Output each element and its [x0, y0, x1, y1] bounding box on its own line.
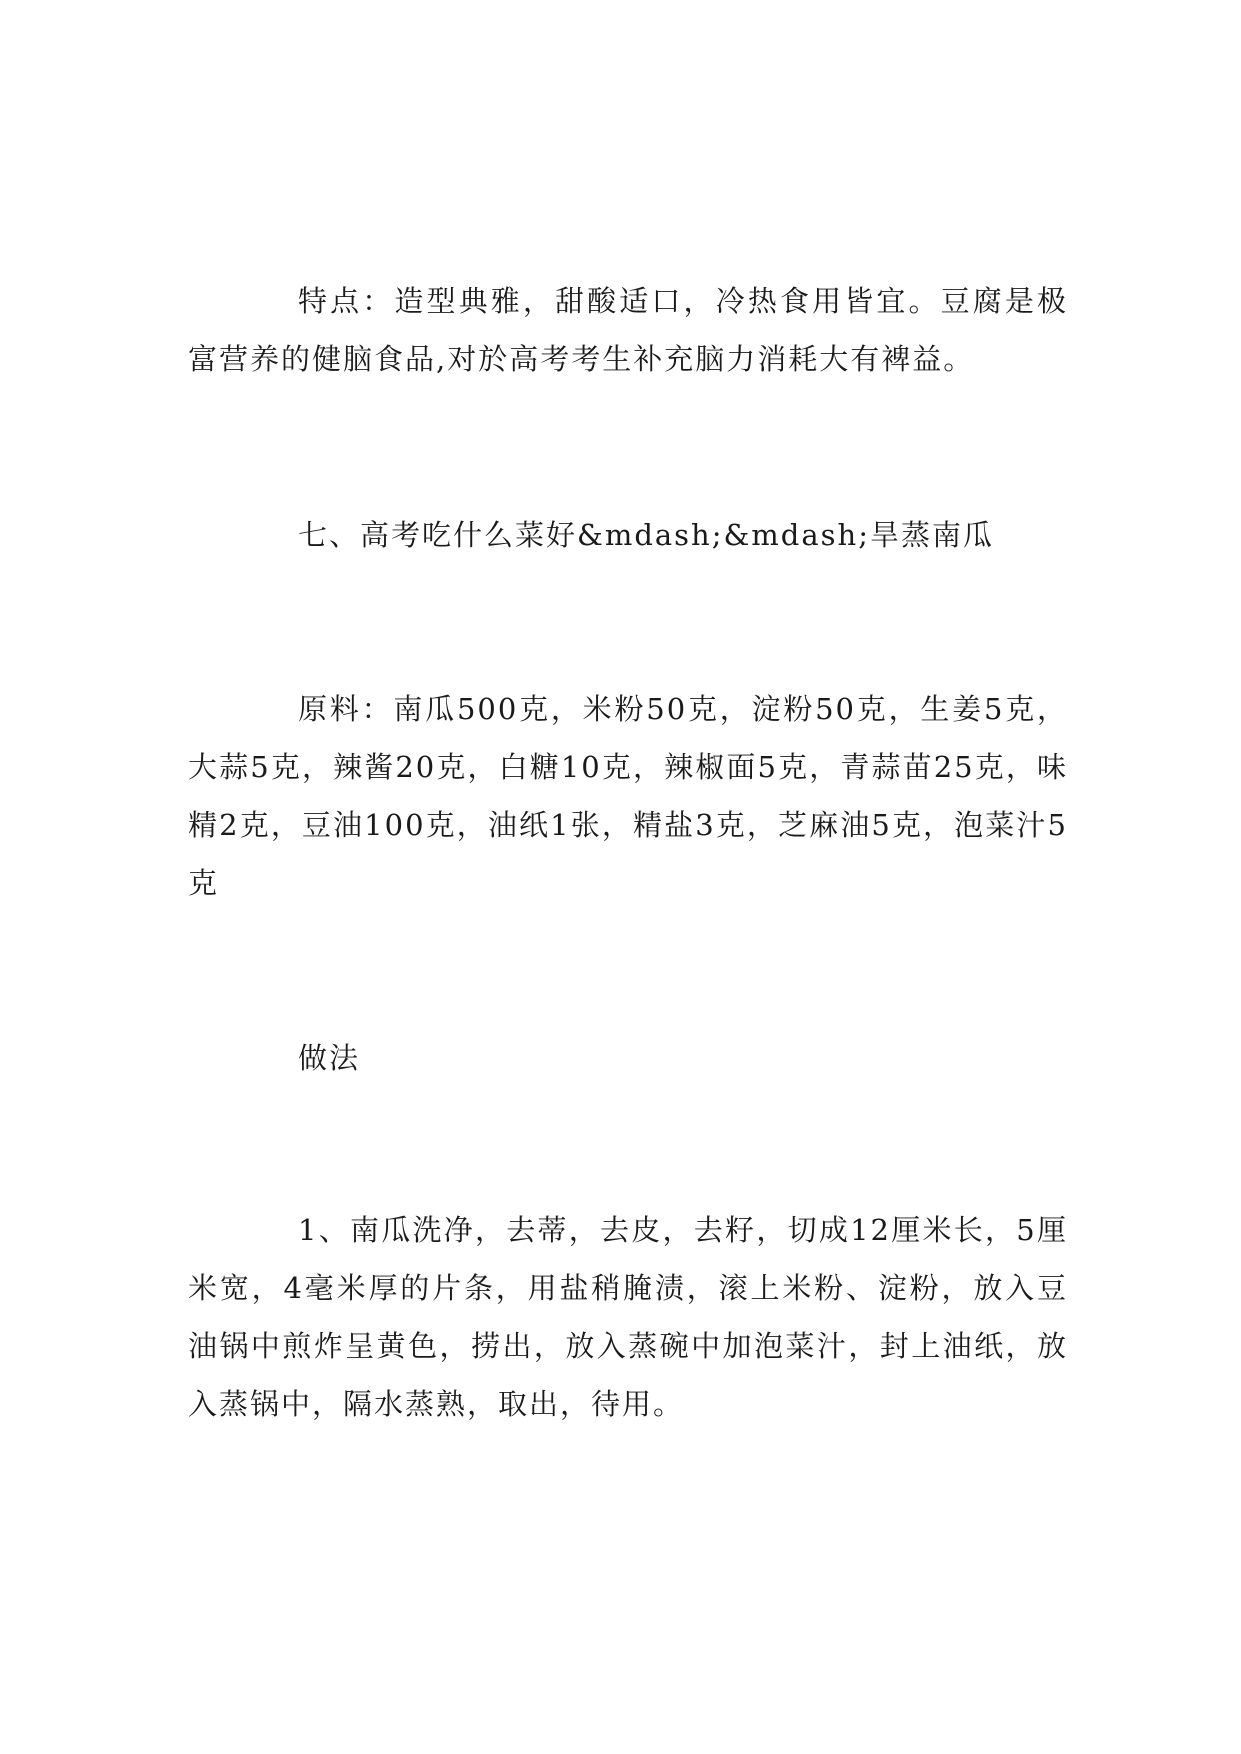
paragraph-features: 特点：造型典雅，甜酸适口，冷热食用皆宜。豆腐是极富营养的健脑食品,对於高考考生补充脑力消耗大有裨益。	[188, 284, 1068, 376]
paragraph-step-1: 1、南瓜洗净，去蒂，去皮，去籽，切成12厘米长，5厘米宽，4毫米厚的片条，用盐稍腌渍，滚上米粉、淀粉，放入豆油锅中煎炸呈黄色，捞出，放入蒸碗中加泡菜汁，封上油纸，放入蒸锅中，隔水蒸熟，取出，待用。	[188, 1213, 1068, 1421]
heading-method: 做法	[298, 1041, 361, 1075]
section-heading-steamed-pumpkin: 七、高考吃什么菜好&mdash;&mdash;旱蒸南瓜	[298, 518, 994, 552]
paragraph-ingredients: 原料：南瓜500克，米粉50克，淀粉50克，生姜5克，大蒜5克，辣酱20克，白糖10克，辣椒面5克，青蒜苗25克，味精2克，豆油100克，油纸1张，精盐3克，芝麻油5克，泡菜汁5克	[188, 692, 1068, 900]
